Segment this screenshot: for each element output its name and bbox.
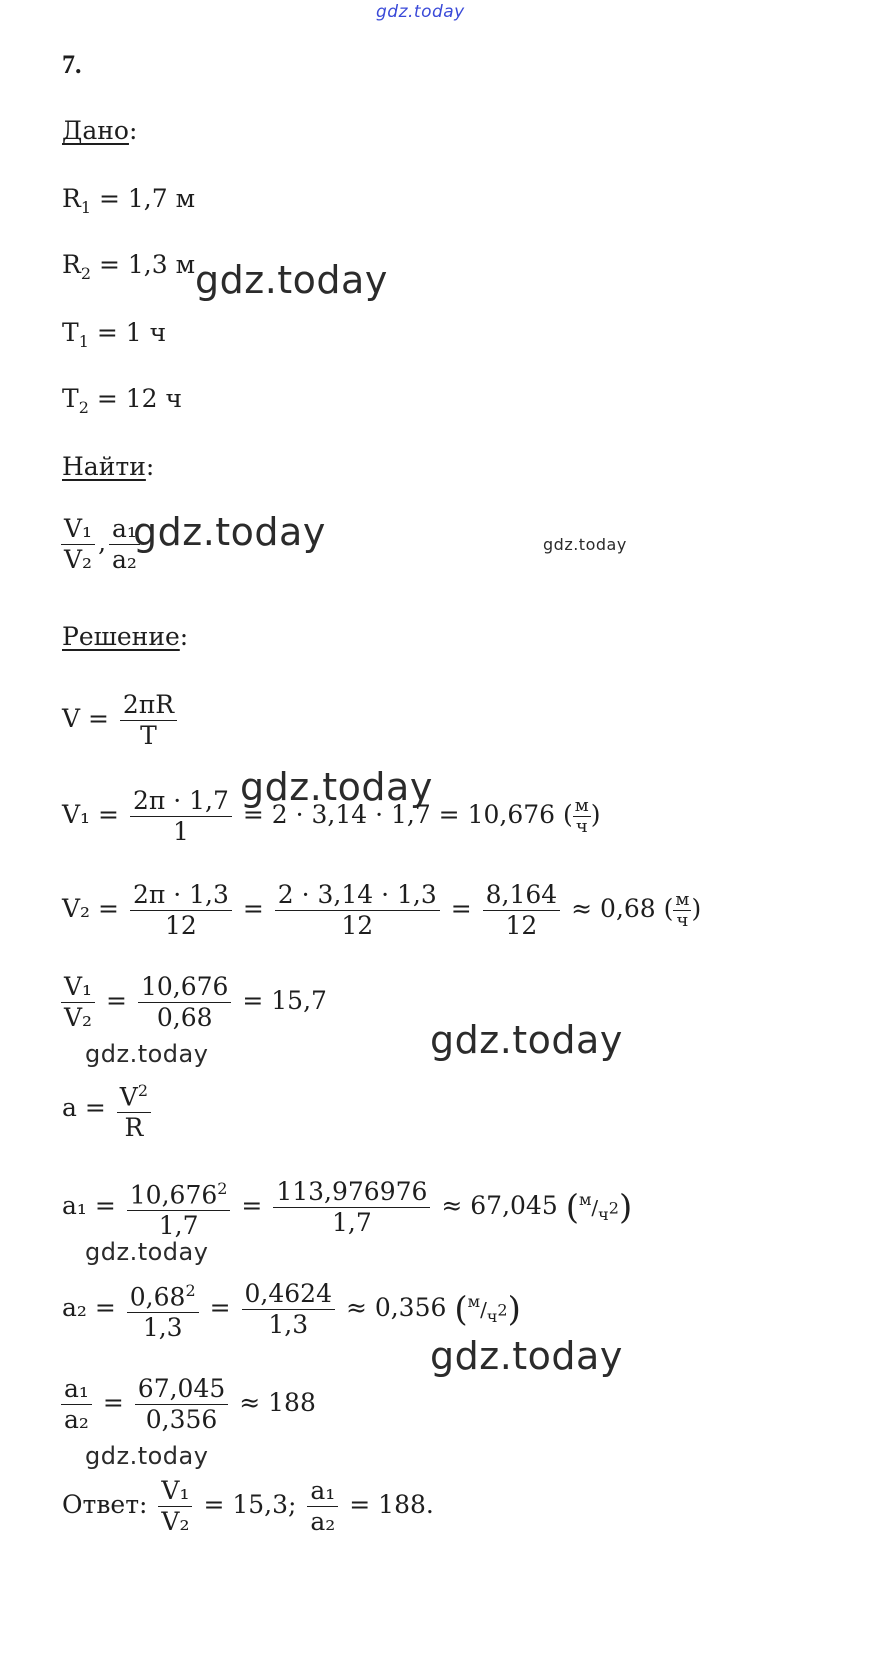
solution-heading-row [62,622,188,652]
answer-v-rest: = 15,3; [203,1490,297,1519]
given-r2 [62,250,195,289]
ratio-a-lhs [61,1374,92,1435]
answer-row [62,1476,434,1537]
v2-equation: V₂ = $\frac{2\pi \cdot 1,3}{12}$ = $\frac{2 \cdot 3,14 \cdot 1,3}{12}$ = $\frac{8,164}{12}$ ≈ 0,68 ( м ч ) [62,880,702,940]
a2-unit-slash: / [480,1297,487,1322]
v-formula-frac [120,690,177,751]
a1-equation: a₁ = $\frac{10,676^2}{1,7}$ = $\frac{113,976976}{1,7}$ ≈ 67,045 $(^м/_{ч^2})$ [62,1174,632,1241]
ratio-v-rest: = 15,7 [242,986,327,1015]
a1-num1 [127,1174,231,1211]
a2-num1-base: 0,68 [129,1282,186,1312]
given-colon: : [128,116,138,145]
a-formula-den: R [124,1113,144,1143]
a2-frac2 [242,1279,335,1340]
v1-unit-num: м [574,795,589,816]
ratio-v-lhs [61,972,95,1033]
watermark-2: gdz.today [133,510,326,554]
ratio-a-equation [58,1374,316,1435]
ratio-v-num: 10,676 [138,972,231,1003]
r2-sub: 2 [80,264,92,283]
t2-sub: 2 [78,398,89,417]
v2-den1: 12 [165,911,197,940]
v-formula-num: 2πR [120,690,177,721]
given-heading-row [62,116,137,146]
v2-den3: 12 [505,911,538,940]
watermark-8: gdz.today [430,1334,623,1378]
a-formula [62,1076,154,1143]
t1-sub: 1 [78,332,89,351]
a2-num1 [127,1276,199,1313]
watermark-4: gdz.today [240,765,433,809]
a2-equation: a₂ = $\frac{0,68^2}{1,3}$ = $\frac{0,4624}{1,3}$ ≈ 0,356 $(^м/_{ч^2})$ [62,1276,521,1343]
a1-lhs: a₁ = [62,1191,116,1221]
watermark-7: gdz.today [85,1238,209,1266]
find-a-den: a₂ [112,545,137,574]
answer-a-den: a₂ [310,1507,336,1536]
answer-a-num: a₁ [307,1476,338,1507]
find-heading: Найти [62,452,146,481]
a2-unit-h: ч [486,1307,498,1327]
ratio-a-rest: ≈ 188 [239,1388,316,1417]
v2-unit-num: м [675,889,690,910]
answer-a-ratio [307,1476,338,1537]
r2-value: = 1,3 м [98,250,196,279]
v2-frac1 [130,880,232,941]
t1-var: T [62,318,79,347]
a1-unit-m: м [578,1189,592,1209]
solution-colon: : [179,622,189,651]
v1-equation: V₁ = $\frac{2\pi \cdot 1,7}{1}$ = 2 · 3,14 · 1,7 = 10,676 ( м ч ) [62,786,601,846]
ratio-a-den: 0,356 [145,1405,218,1434]
v1-frac [130,786,232,847]
answer-label: Ответ: [62,1490,148,1519]
ratio-v-den: 0,68 [156,1003,213,1032]
a2-frac1 [127,1276,199,1343]
a2-eq: = [209,1293,231,1323]
a2-rest: ≈ 0,356 [345,1293,447,1323]
find-heading-row [62,452,154,482]
v2-num2: 2 · 3,14 · 1,3 [275,880,440,911]
ratio-v-eq: = [106,986,127,1015]
v1-unit [573,796,591,837]
r1-sub: 1 [80,198,92,217]
a1-unit-h: ч [598,1205,609,1225]
v2-lhs: V₂ = [62,894,119,923]
r1-var: R [62,184,81,213]
a-formula-lhs: a = [62,1093,106,1123]
t2-var: T [62,384,79,413]
a-formula-num [117,1076,151,1113]
find-expression [58,514,143,575]
given-heading: Дано [62,116,129,145]
a1-den1: 1,7 [158,1211,199,1241]
a1-den2: 1,7 [331,1208,372,1238]
t2-value: = 12 ч [96,384,183,413]
a2-den1: 1,3 [142,1313,183,1343]
a1-num1-exp: 2 [217,1179,228,1198]
ratio-v-lden: V₂ [64,1003,93,1032]
ratio-a-lden: a₂ [64,1405,89,1434]
answer-v-ratio [158,1476,192,1537]
a1-frac1 [127,1174,231,1241]
a-formula-num-base: V [119,1082,138,1112]
watermark-3: gdz.today [543,535,627,554]
a2-unit-m: м [467,1291,481,1311]
a1-unit-exp: 2 [608,1198,619,1218]
v2-frac3 [483,880,561,941]
find-a-num: a₁ [109,514,140,545]
given-t1 [62,318,166,357]
a2-lhs: a₂ = [62,1293,116,1323]
v2-num1: 2π · 1,3 [130,880,232,911]
r2-var: R [62,250,81,279]
watermark-top: gdz.today [376,2,465,22]
watermark-1: gdz.today [195,258,388,302]
v2-den2: 12 [341,911,374,940]
v1-lhs: V₁ = [62,800,119,829]
a-formula-frac [117,1076,151,1143]
a-formula-num-exp: 2 [137,1081,149,1100]
ratio-v-equation [58,972,327,1033]
v2-eq2: = [450,894,472,923]
find-a-ratio [109,514,140,575]
given-r1 [62,184,195,223]
answer-a-rest: = 188. [349,1490,434,1519]
find-v-ratio [61,514,95,575]
watermark-5: gdz.today [430,1018,623,1062]
a1-rest: ≈ 67,045 [441,1191,558,1221]
answer-v-num: V₁ [158,1476,192,1507]
ratio-a-num: 67,045 [135,1374,228,1405]
find-v-den: V₂ [64,545,93,574]
v2-unit [673,890,691,931]
a1-eq: = [241,1191,263,1221]
v-formula-lhs: V = [62,704,109,733]
a1-num1-base: 10,676 [129,1180,218,1210]
ratio-a-frac [135,1374,228,1435]
t1-value: = 1 ч [96,318,167,347]
answer-v-den: V₂ [161,1507,190,1536]
v2-eq1: = [242,894,264,923]
a2-unit-exp: 2 [497,1300,508,1320]
v-formula-den: T [140,721,157,750]
ratio-v-lnum: V₁ [61,972,95,1003]
v2-num3: 8,164 [483,880,561,911]
given-t2 [62,384,182,423]
a2-den2: 1,3 [268,1310,309,1340]
ratio-a-eq: = [102,1388,124,1417]
a1-num2: 113,976976 [273,1177,430,1208]
a2-num1-exp: 2 [185,1281,196,1300]
v-formula [62,690,180,751]
v1-den: 1 [172,817,189,846]
v1-rest: = 2 · 3,14 · 1,7 = 10,676 [242,800,556,829]
find-v-num: V₁ [61,514,95,545]
solution-heading: Решение [62,622,180,651]
v1-unit-den: ч [575,816,588,837]
a1-frac2 [273,1177,430,1238]
v2-frac2 [275,880,440,941]
problem-number: 7. [62,50,82,79]
a1-unit-slash: / [591,1195,599,1220]
r1-value: = 1,7 м [98,184,196,213]
v2-unit-den: ч [676,910,689,931]
v2-rest: ≈ 0,68 [571,894,656,923]
watermark-6: gdz.today [85,1040,209,1068]
find-colon: : [145,452,155,481]
watermark-9: gdz.today [85,1442,209,1470]
ratio-v-frac [138,972,231,1033]
ratio-a-lnum: a₁ [61,1374,92,1405]
v1-num: 2π · 1,7 [130,786,232,817]
a2-num2: 0,4624 [242,1279,335,1310]
find-comma: , [98,528,107,557]
